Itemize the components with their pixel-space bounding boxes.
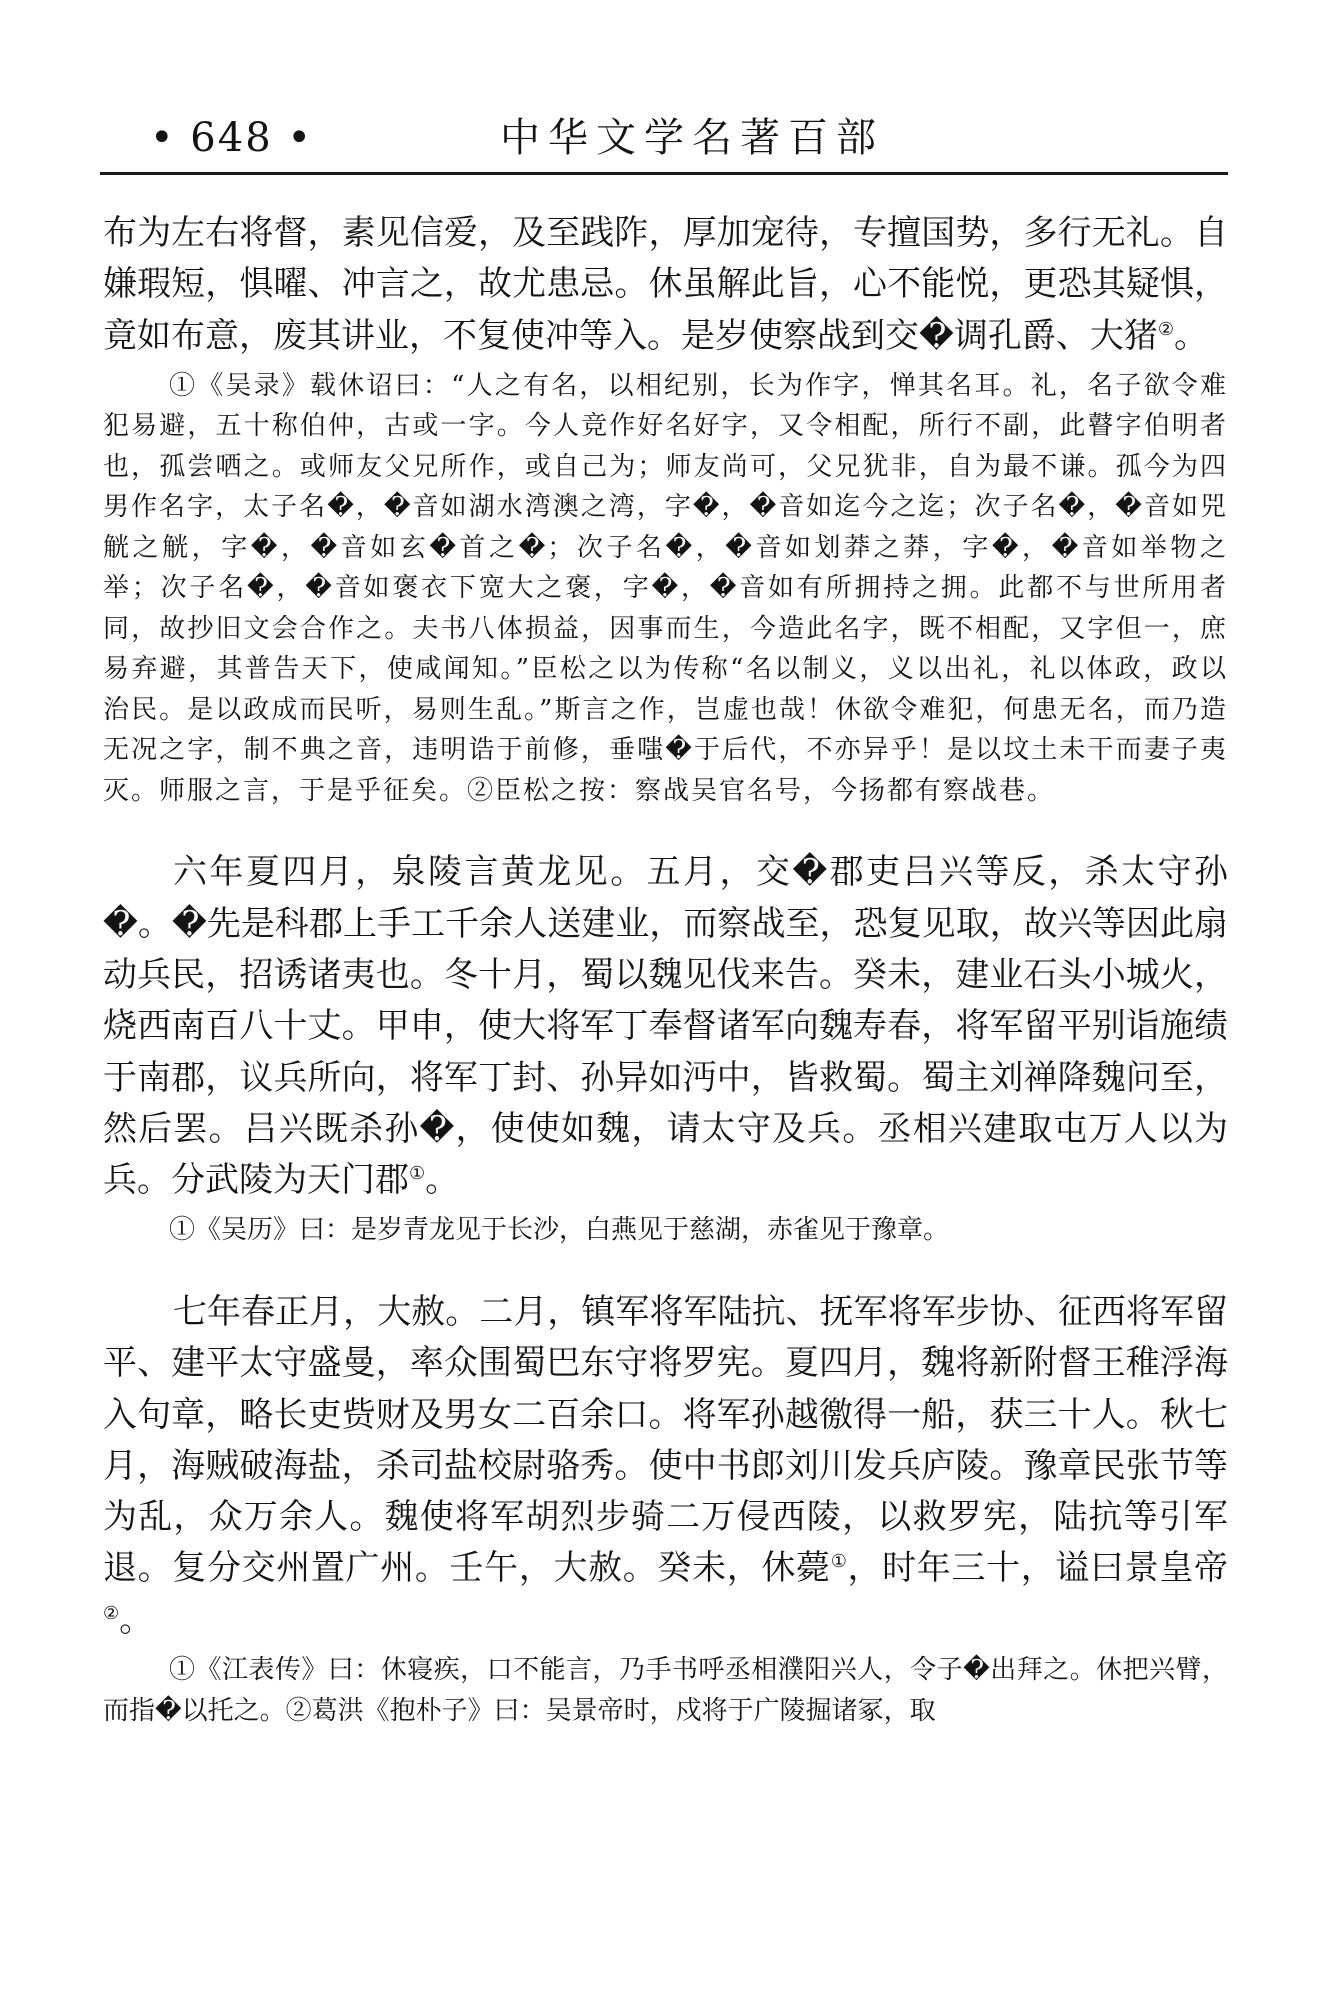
main-text-end: 。 [425,1160,460,1201]
footnote-marker: ① [409,1163,426,1185]
main-text-paragraph [103,208,1228,362]
main-text-paragraph [103,847,1228,1206]
main-text: ，时年三十，谥曰景皇帝 [847,1548,1229,1589]
page-body [103,208,1228,1731]
page-header [100,108,1228,172]
footnote-marker: ② [103,1602,120,1624]
page-number: • 648 • [150,115,313,161]
main-text: 布为左右将督，素见信爱，及至践阼，厚加宠待，专擅国势，多行无礼。自嫌瑕短，惧曜、冲言之，故尤患忌。休虽解此旨，心不能悦，更恐其疑惧，竟如布意，废其讲业，不复使冲等入。是岁使察战到交�调孔爵、大猪 [103,213,1228,356]
annotation-note: ①《吴历》曰：是岁青龙见于长沙，白燕见于慈湖，赤雀见于豫章。 [169,1215,950,1246]
annotation-note: ①《江表传》曰：休寝疾，口不能言，乃手书呼丞相濮阳兴人，令子�出拜之。休把兴臂，而指�以托之。②葛洪《抱朴子》曰：吴景帝时，戍将于广陵掘诸冢，取 [103,1655,1228,1726]
footnote-marker: ① [830,1551,848,1573]
annotation-note: ①《吴录》载休诏曰：“人之有名，以相纪别，长为作字，惮其名耳。礼，名子欲令难犯易避，五十称伯仲，古或一字。今人竞作好名好字，又令相配，所行不副，此瞽字伯明者也，孤尝哂之。或师友父兄所作，或自己为；师友尚可，父兄犹非，自为最不谦。孤今为四男作名字，太子名�，�音如湖水湾澳之湾，字�，�音如迄今之迄；次子名�，�音如兕觥之觥，字�，�音如玄�首之�；次子名�，�音如划莽之莽，字�，�音如举物之举；次子名�，�音如褒衣下宽大之褒，字�，�音如有所拥持之拥。此都不与世所用者同，故抄旧文会合作之。夫书八体损益，因事而生，今造此名字，既不相配，又字但一，庶易弃避，其普告天下，使咸闻知。”臣松之以为传称“名以制义，义以出礼，礼以体政，政以治民。是以政成而民听，易则生乱。”斯言之作，岂虚也哉！休欲令难犯，何患无名，而乃造无况之字，制不典之音，违明诰于前修，垂嗤�于后代，不亦异乎！是以坟土未干而妻子夷灭。师服之言，于是乎征矣。②臣松之按：察战吴官名号，今扬都有察战巷。 [103,370,1228,806]
main-text: 六年夏四月，泉陵言黄龙见。五月，交�郡吏吕兴等反，杀太守孙�。�先是科郡上手工千余人送建业，而察战至，恐复见取，故兴等因此扇动兵民，招诱诸夷也。冬十月，蜀以魏见伐来告。癸未，建业石头小城火，烧西南百八十丈。甲申，使大将军丁奉督诸军向魏寿春，将军留平别诣施绩于南郡，议兵所向，将军丁封、孙异如沔中，皆救蜀。蜀主刘禅降魏问至，然后罢。吕兴既杀孙�，使使如魏，请太守及兵。丞相兴建取屯万人以为兵。分武陵为天门郡 [103,852,1228,1201]
header-rule [100,172,1228,175]
footnote-marker: ② [1157,318,1175,340]
book-title: 中华文学名著百部 [500,115,884,161]
main-text-end: 。 [1174,315,1209,356]
main-text: 七年春正月，大赦。二月，镇军将军陆抗、抚军将军步协、征西将军留平、建平太守盛曼，率众围蜀巴东守将罗宪。夏四月，魏将新附督王稚浮海入句章，略长吏赀财及男女二百余口。将军孙越徼得一船，获三十人。秋七月，海贼破海盐，杀司盐校尉骆秀。使中书郎刘川发兵庐陵。豫章民张节等为乱，众万余人。魏使将军胡烈步骑二万侵西陵，以救罗宪，陆抗等引军退。复分交州置广州。壬午，大赦。癸未，休薨 [103,1291,1228,1589]
main-text-paragraph [103,1287,1228,1646]
main-text-end: 。 [119,1599,154,1640]
